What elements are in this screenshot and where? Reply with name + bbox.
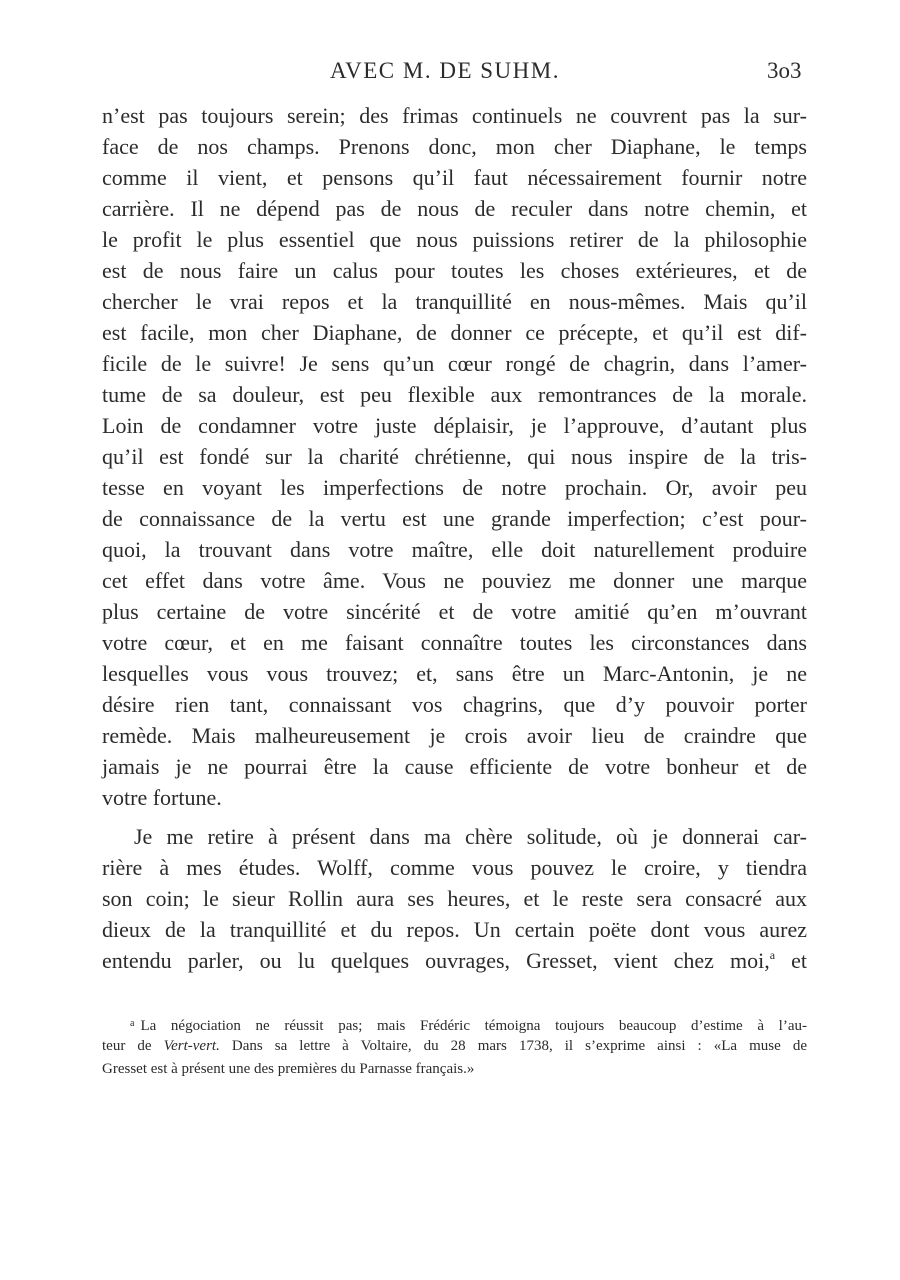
text-line: comme il vient, et pensons qu’il faut nécessairement fournir notre	[102, 165, 807, 190]
text-line: Loin de condamner votre juste déplaisir, je l’approuve, d’autant plus	[102, 413, 807, 438]
text-line-tail: et	[775, 948, 807, 973]
text-line: désire rien tant, connaissant vos chagrins, que d’y pouvoir porter	[102, 692, 807, 717]
text-line: chercher le vrai repos et la tranquillité en nous-mêmes. Mais qu’il	[102, 289, 807, 314]
text-line: de connaissance de la vertu est une grande imperfection; c’est pour-	[102, 506, 807, 531]
footnote-text: teur de	[102, 1038, 164, 1054]
text-line: rière à mes études. Wolff, comme vous pouvez le croire, y tiendra	[102, 855, 807, 880]
text-line: quoi, la trouvant dans votre maître, elle doit naturellement produire	[102, 537, 807, 562]
footnote-text: Dans sa lettre à Voltaire, du 28 mars 1738, il s’exprime ainsi : «La muse de	[219, 1038, 808, 1054]
footnote-line	[102, 1012, 807, 1035]
running-title: AVEC M. DE SUHM.	[330, 58, 560, 83]
text-line: carrière. Il ne dépend pas de nous de reculer dans notre chemin, et	[102, 196, 807, 221]
text-line: tesse en voyant les imperfections de notre prochain. Or, avoir peu	[102, 475, 807, 500]
text-line-with-note	[102, 945, 807, 976]
text-line: votre cœur, et en me faisant connaître toutes les circonstances dans	[102, 630, 807, 655]
text-line: votre fortune.	[102, 785, 222, 810]
footnote-block	[102, 1012, 807, 1081]
footnote-text: La négociation ne réussit pas; mais Frédéric témoigna toujours beaucoup d’estime à l’au-	[140, 1018, 807, 1034]
text-line: cet effet dans votre âme. Vous ne pouviez me donner une marque	[102, 568, 807, 593]
text-line: Je me retire à présent dans ma chère solitude, où je donnerai car-	[134, 824, 807, 849]
text-line: dieux de la tranquillité et du repos. Un certain poëte dont vous aurez	[102, 917, 807, 942]
letter-body	[102, 100, 807, 976]
text-line: n’est pas toujours serein; des frimas continuels ne couvrent pas la sur-	[102, 103, 807, 128]
text-line: jamais je ne pourrai être la cause efficiente de votre bonheur et de	[102, 754, 807, 779]
footnote-italic-title: Vert-vert.	[163, 1038, 220, 1054]
footnote-marker: a	[130, 1018, 135, 1029]
text-line: le profit le plus essentiel que nous puissions retirer de la philosophie	[102, 227, 807, 252]
text-line: lesquelles vous vous trouvez; et, sans être un Marc-Antonin, je ne	[102, 661, 807, 686]
footnote-line: Gresset est à présent une des premières du Parnasse français.»	[102, 1061, 475, 1077]
text-line: ficile de le suivre! Je sens qu’un cœur rongé de chagrin, dans l’amer-	[102, 351, 807, 376]
text-line: remède. Mais malheureusement je crois avoir lieu de craindre que	[102, 723, 807, 748]
text-line-main: entendu parler, ou lu quelques ouvrages, Gresset, vient chez moi,	[102, 948, 770, 973]
paragraph-gap	[102, 813, 807, 821]
text-line: qu’il est fondé sur la charité chrétienne, qui nous inspire de la tris-	[102, 444, 807, 469]
text-line: tume de sa douleur, est peu flexible aux remontrances de la morale.	[102, 382, 807, 407]
footnote-line	[102, 1035, 807, 1058]
text-line: est de nous faire un calus pour toutes les choses extérieures, et de	[102, 258, 807, 283]
page-number: 3o3	[767, 58, 802, 83]
text-line: est facile, mon cher Diaphane, de donner ce précepte, et qu’il est dif-	[102, 320, 807, 345]
text-line: son coin; le sieur Rollin aura ses heures, et le reste sera consacré aux	[102, 886, 807, 911]
footnote-reference: a	[769, 948, 776, 962]
text-line: plus certaine de votre sincérité et de votre amitié qu’en m’ouvrant	[102, 599, 807, 624]
text-line: face de nos champs. Prenons donc, mon cher Diaphane, le temps	[102, 134, 807, 159]
